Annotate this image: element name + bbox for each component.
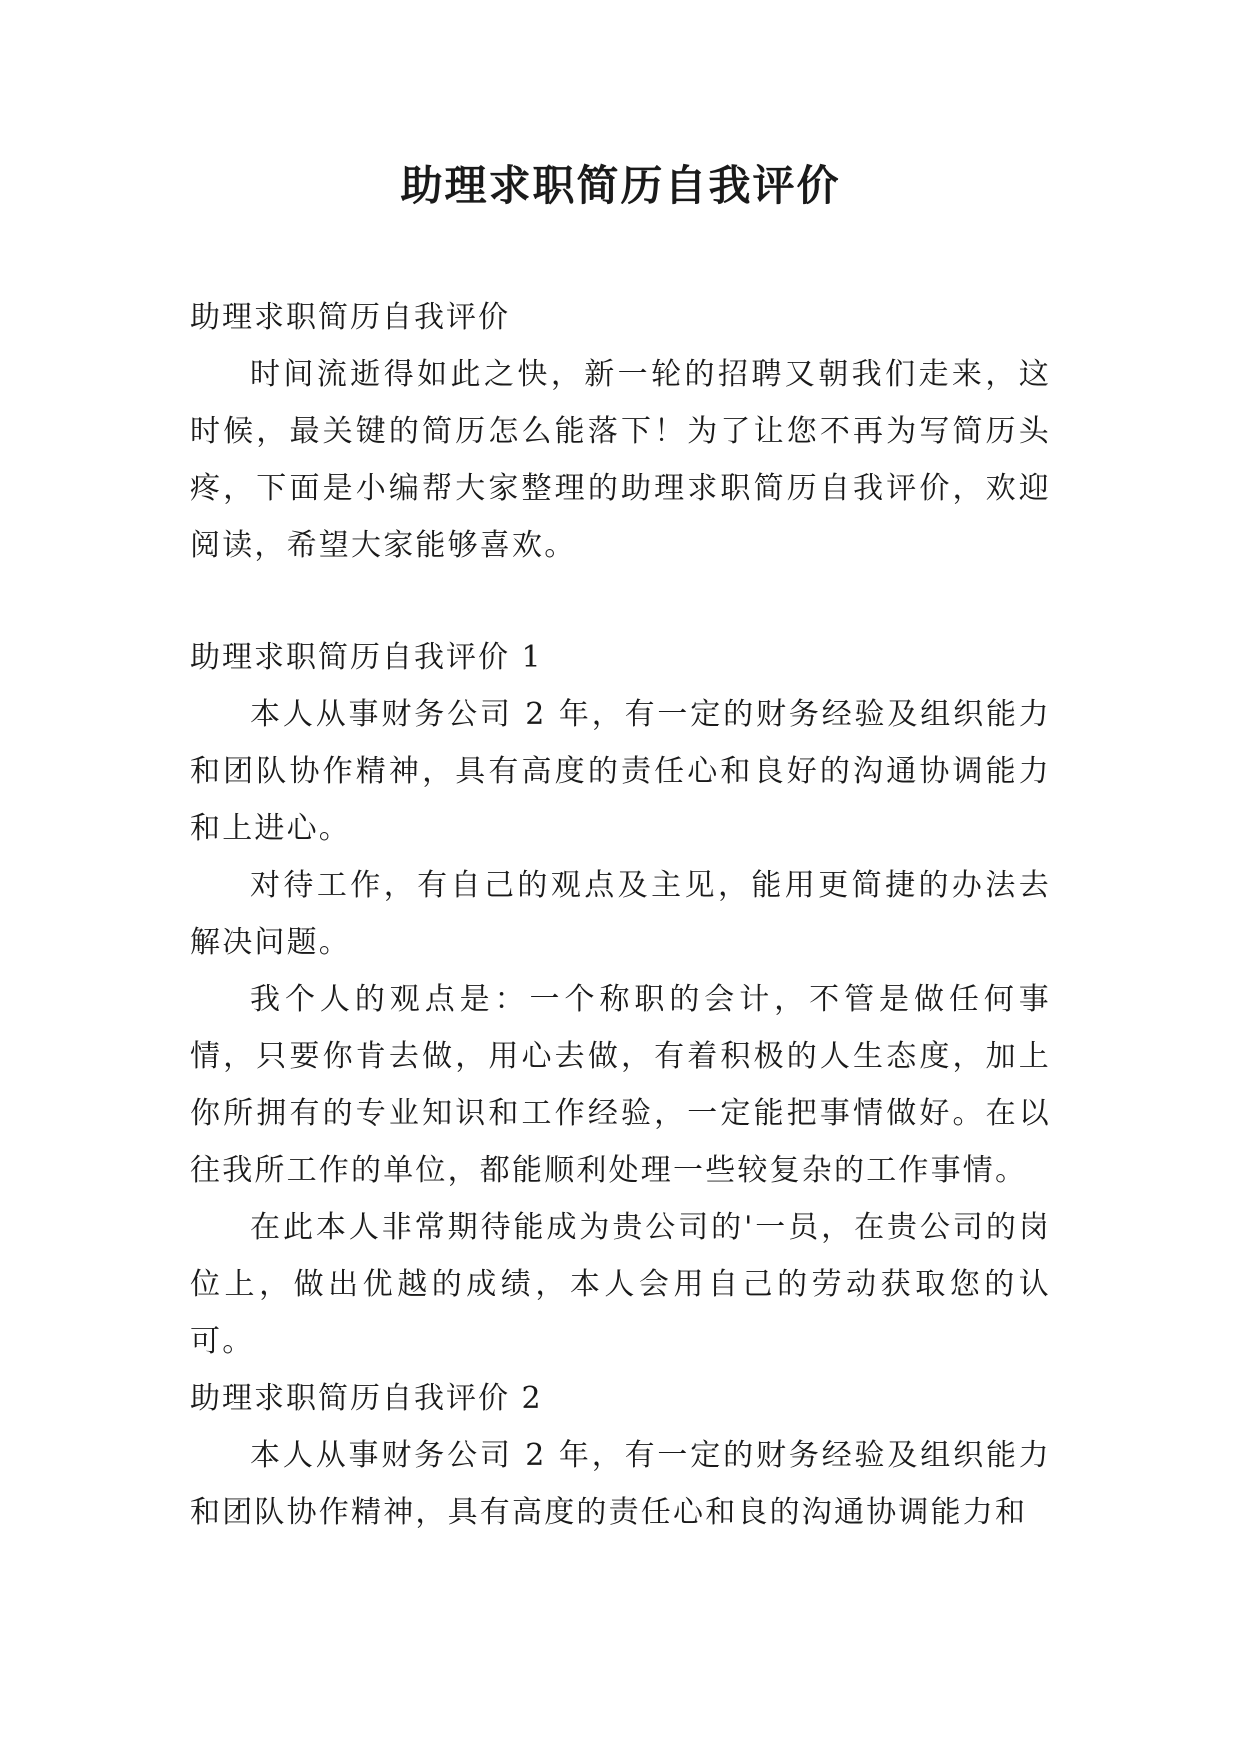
section-1-heading: 助理求职简历自我评价 1 — [190, 640, 543, 675]
intro-paragraph: 时间流逝得如此之快，新一轮的招聘又朝我们走来，这时候，最关键的简历怎么能落下！为了让您不再为写简历头疼，下面是小编帮大家整理的助理求职简历自我评价，欢迎阅读，希望大家能够喜欢。 — [190, 357, 1051, 563]
section-spacer — [190, 574, 1051, 629]
section-1-paragraph-3: 我个人的观点是：一个称职的会计，不管是做任何事情，只要你肯去做，用心去做，有着积极的人生态度，加上你所拥有的专业知识和工作经验，一定能把事情做好。在以往我所工作的单位，都能顺利处理一些较复杂的工作事情。 — [190, 982, 1051, 1188]
intro-heading: 助理求职简历自我评价 — [190, 300, 510, 335]
section-1-paragraph-2: 对待工作，有自己的观点及主见，能用更简捷的办法去解决问题。 — [190, 868, 1051, 960]
section-2-heading: 助理求职简历自我评价 2 — [190, 1381, 543, 1416]
document-title: 助理求职简历自我评价 — [400, 161, 841, 210]
section-1-paragraph-1: 本人从事财务公司 2 年，有一定的财务经验及组织能力和团队协作精神，具有高度的责任心和良好的沟通协调能力和上进心。 — [190, 697, 1051, 846]
section-2-paragraph-1: 本人从事财务公司 2 年，有一定的财务经验及组织能力和团队协作精神，具有高度的责任心和良的沟通协调能力和 — [190, 1438, 1051, 1530]
document-body — [190, 289, 1051, 1541]
section-1-paragraph-4: 在此本人非常期待能成为贵公司的'一员，在贵公司的岗位上，做出优越的成绩，本人会用自己的劳动获取您的认可。 — [190, 1210, 1051, 1359]
